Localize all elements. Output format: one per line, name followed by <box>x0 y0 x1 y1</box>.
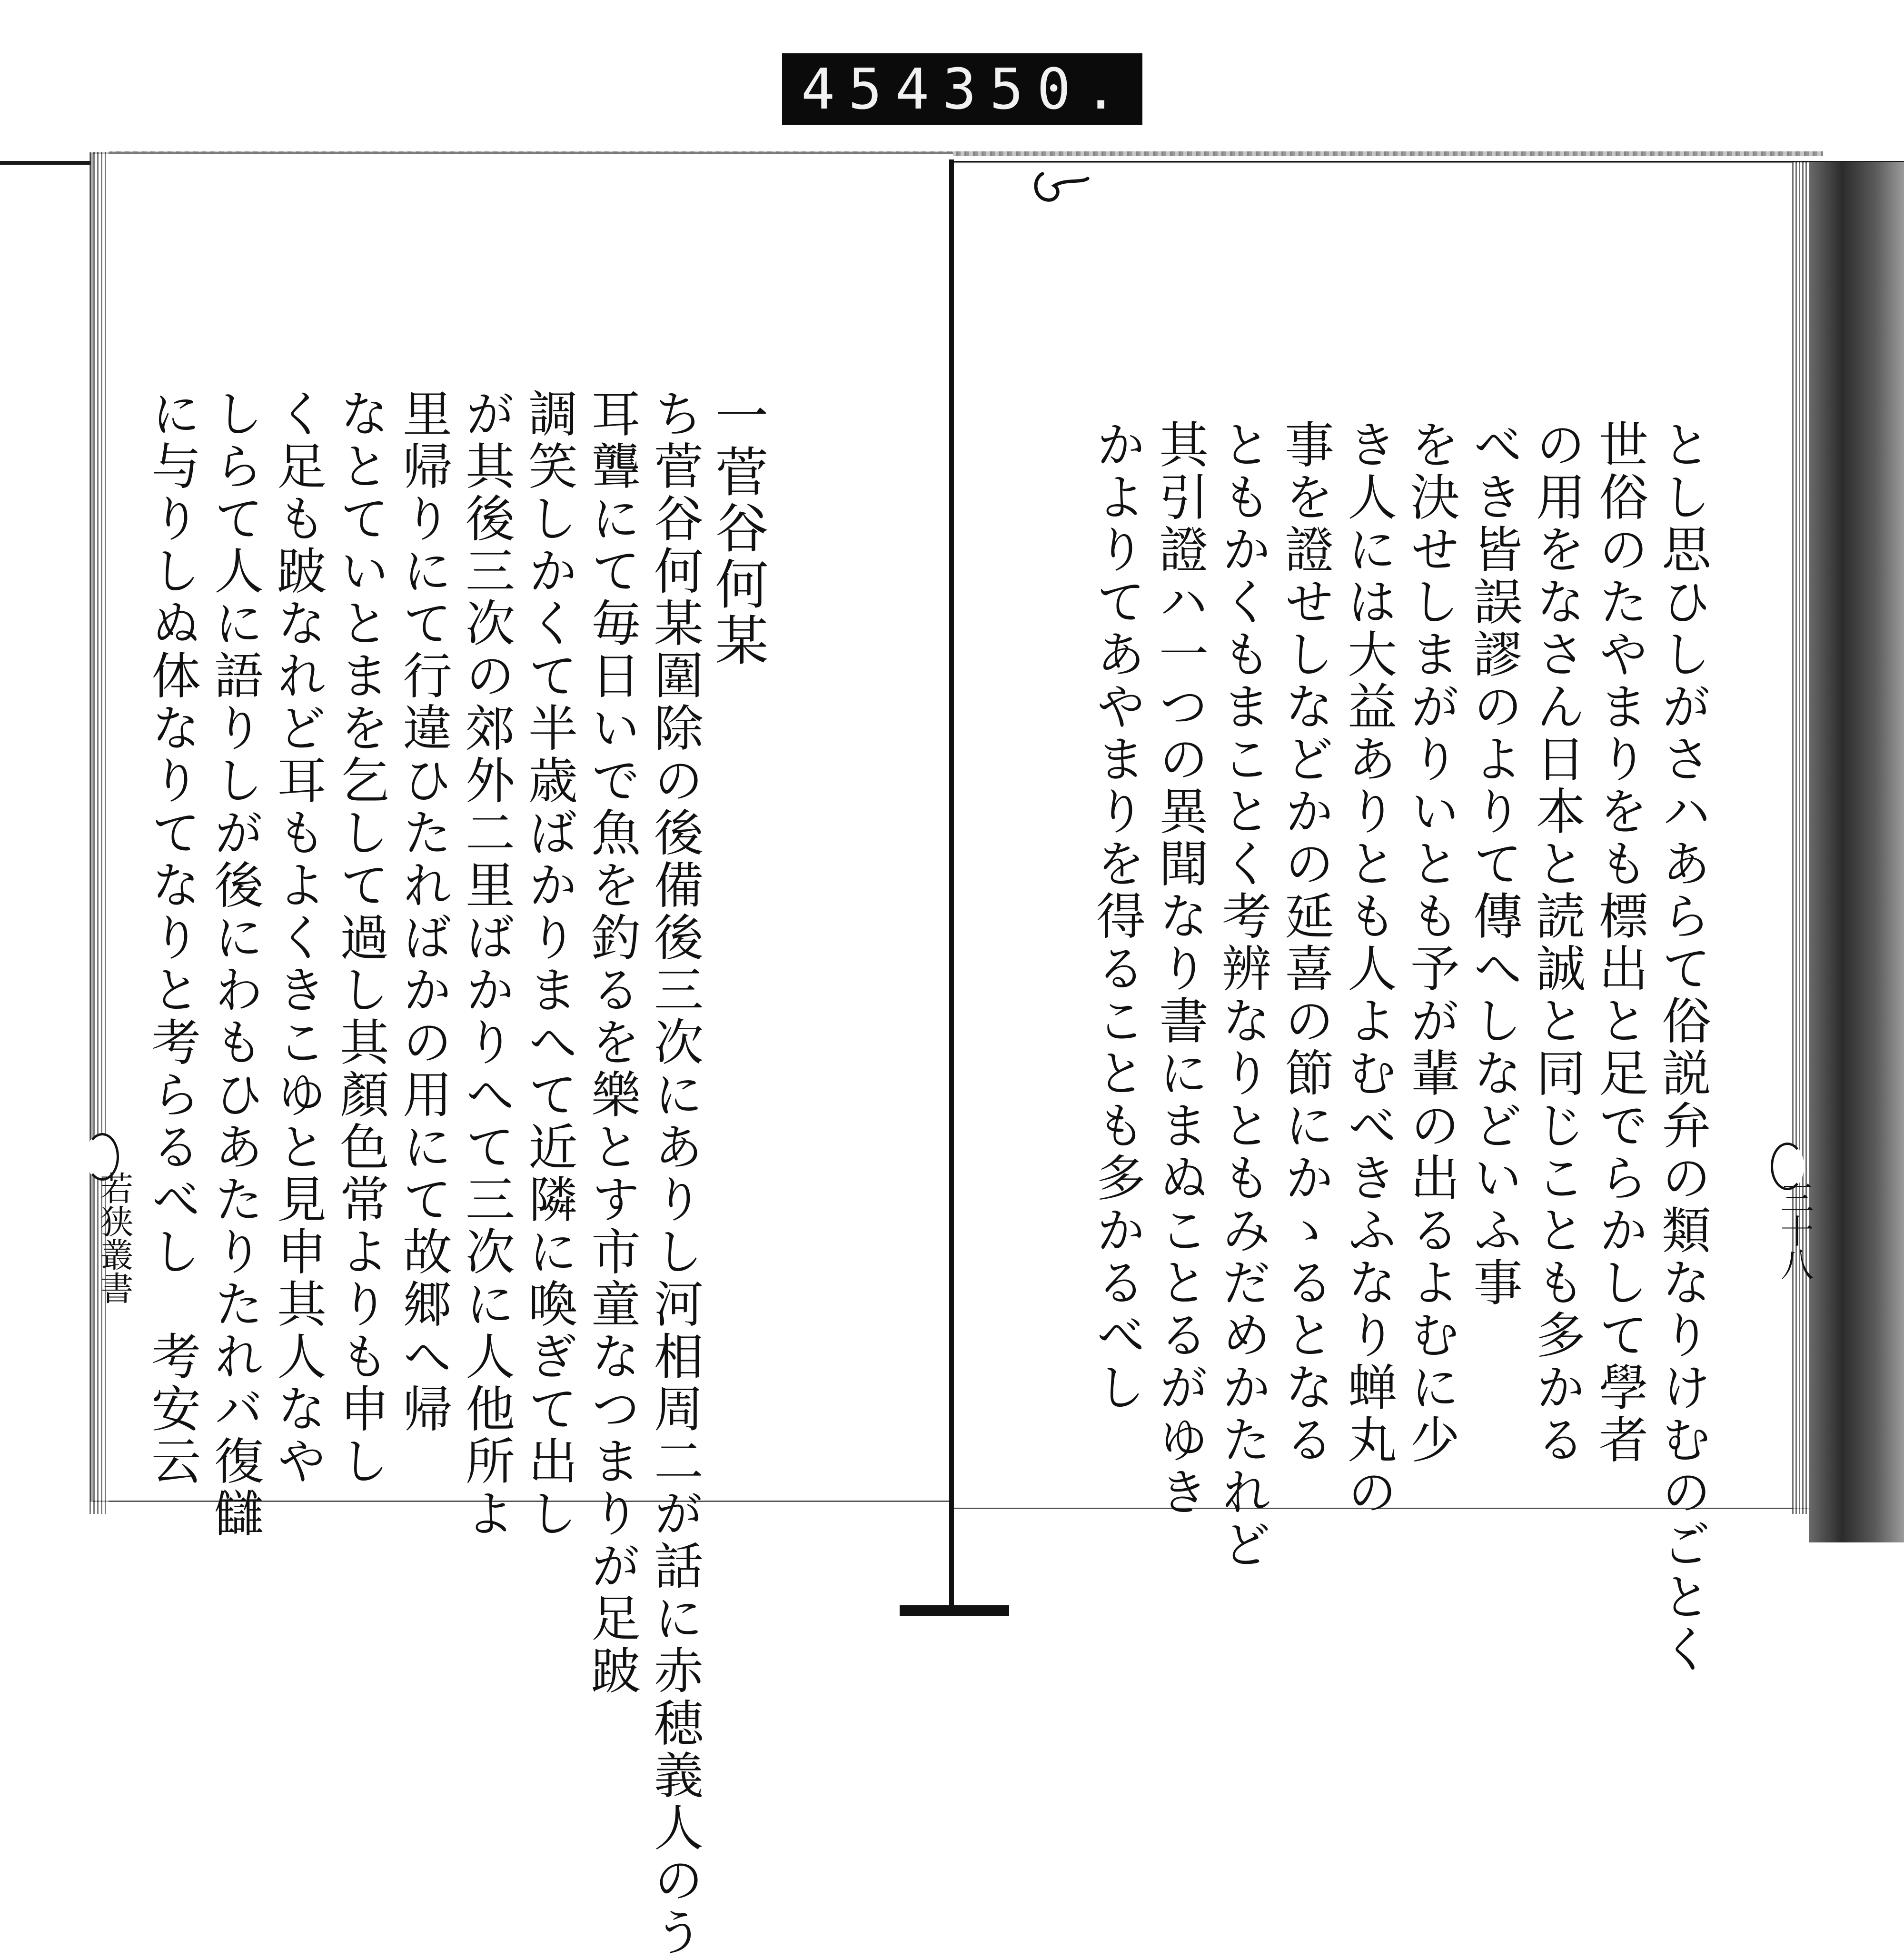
text-column: 世俗のたやまりをも標出と足でらかして學者 <box>1590 419 1648 1466</box>
text-column: の用をなさん日本と読誠と同じことも多かる <box>1527 419 1586 1466</box>
text-column: かよりてあやまりを得ることも多かるべし <box>1088 419 1146 1414</box>
book-gutter <box>949 159 954 1616</box>
right-folio-marker: 三十八 <box>1775 1181 1814 1281</box>
left-page-edge <box>89 152 109 1514</box>
text-column: しらて人に語りしが後にわもひあたりたれバ復讎 <box>206 388 264 1540</box>
text-column: ち菅谷何某圍除の後備後三次にありし河相周二が話に赤穂義人のう <box>645 388 704 1959</box>
left-page-text <box>140 388 769 1959</box>
text-column: ともかくもまことく考辨なりともみだめかたれど <box>1213 419 1271 1571</box>
call-number-label <box>782 53 1142 125</box>
entry-heading: 一菅谷何某 <box>706 388 768 669</box>
text-column: に与りしぬ体なりてなりと考らるべし 考安云 <box>143 388 201 1488</box>
scan-shadow-right <box>1809 162 1904 1542</box>
text-column: を決せしまがりいとも予が輩の出るよむに少 <box>1402 419 1460 1466</box>
right-page-text <box>1085 419 1714 1676</box>
text-column: べき皆誤謬のよりて傳へしなどいふ事 <box>1465 419 1523 1309</box>
text-column: なとていとまを乞して過し其顏色常よりも申し <box>331 388 389 1488</box>
text-column: 里帰りにて行違ひたればかの用にて故郷へ帰 <box>394 388 452 1435</box>
hook-mark <box>1028 164 1095 217</box>
text-column: が其後三次の郊外二里ばかりへて三次に人他所よ <box>457 388 515 1540</box>
text-column: 事を證せしなどかの延喜の節にかゝるとなる <box>1276 419 1334 1466</box>
text-column: とし思ひしがさハあらて俗説弁の類なりけむのごとく <box>1653 419 1711 1676</box>
text-column: く足も跛なれど耳もよくきこゆと見申其人なや <box>268 388 327 1488</box>
text-column: 耳聾にて毎日いで魚を釣るを樂とす市童なつまりが足跛 <box>583 388 641 1697</box>
text-column: 其引證ハ一つの異聞なり書にまぬことるがゆき <box>1150 419 1209 1519</box>
call-number-left: 454 <box>801 56 943 122</box>
gutter-foot <box>900 1605 1009 1616</box>
left-folio-marker: 若狭叢書 <box>95 1171 134 1304</box>
right-page-edge <box>1792 162 1809 1514</box>
text-column: き人には大益ありとも人よむべきふなり蝉丸の <box>1339 419 1397 1519</box>
call-number-right: 350. <box>942 56 1131 122</box>
text-column: 調笑しかくて半歳ばかりまへて近隣に喚ぎて出し <box>520 388 578 1540</box>
